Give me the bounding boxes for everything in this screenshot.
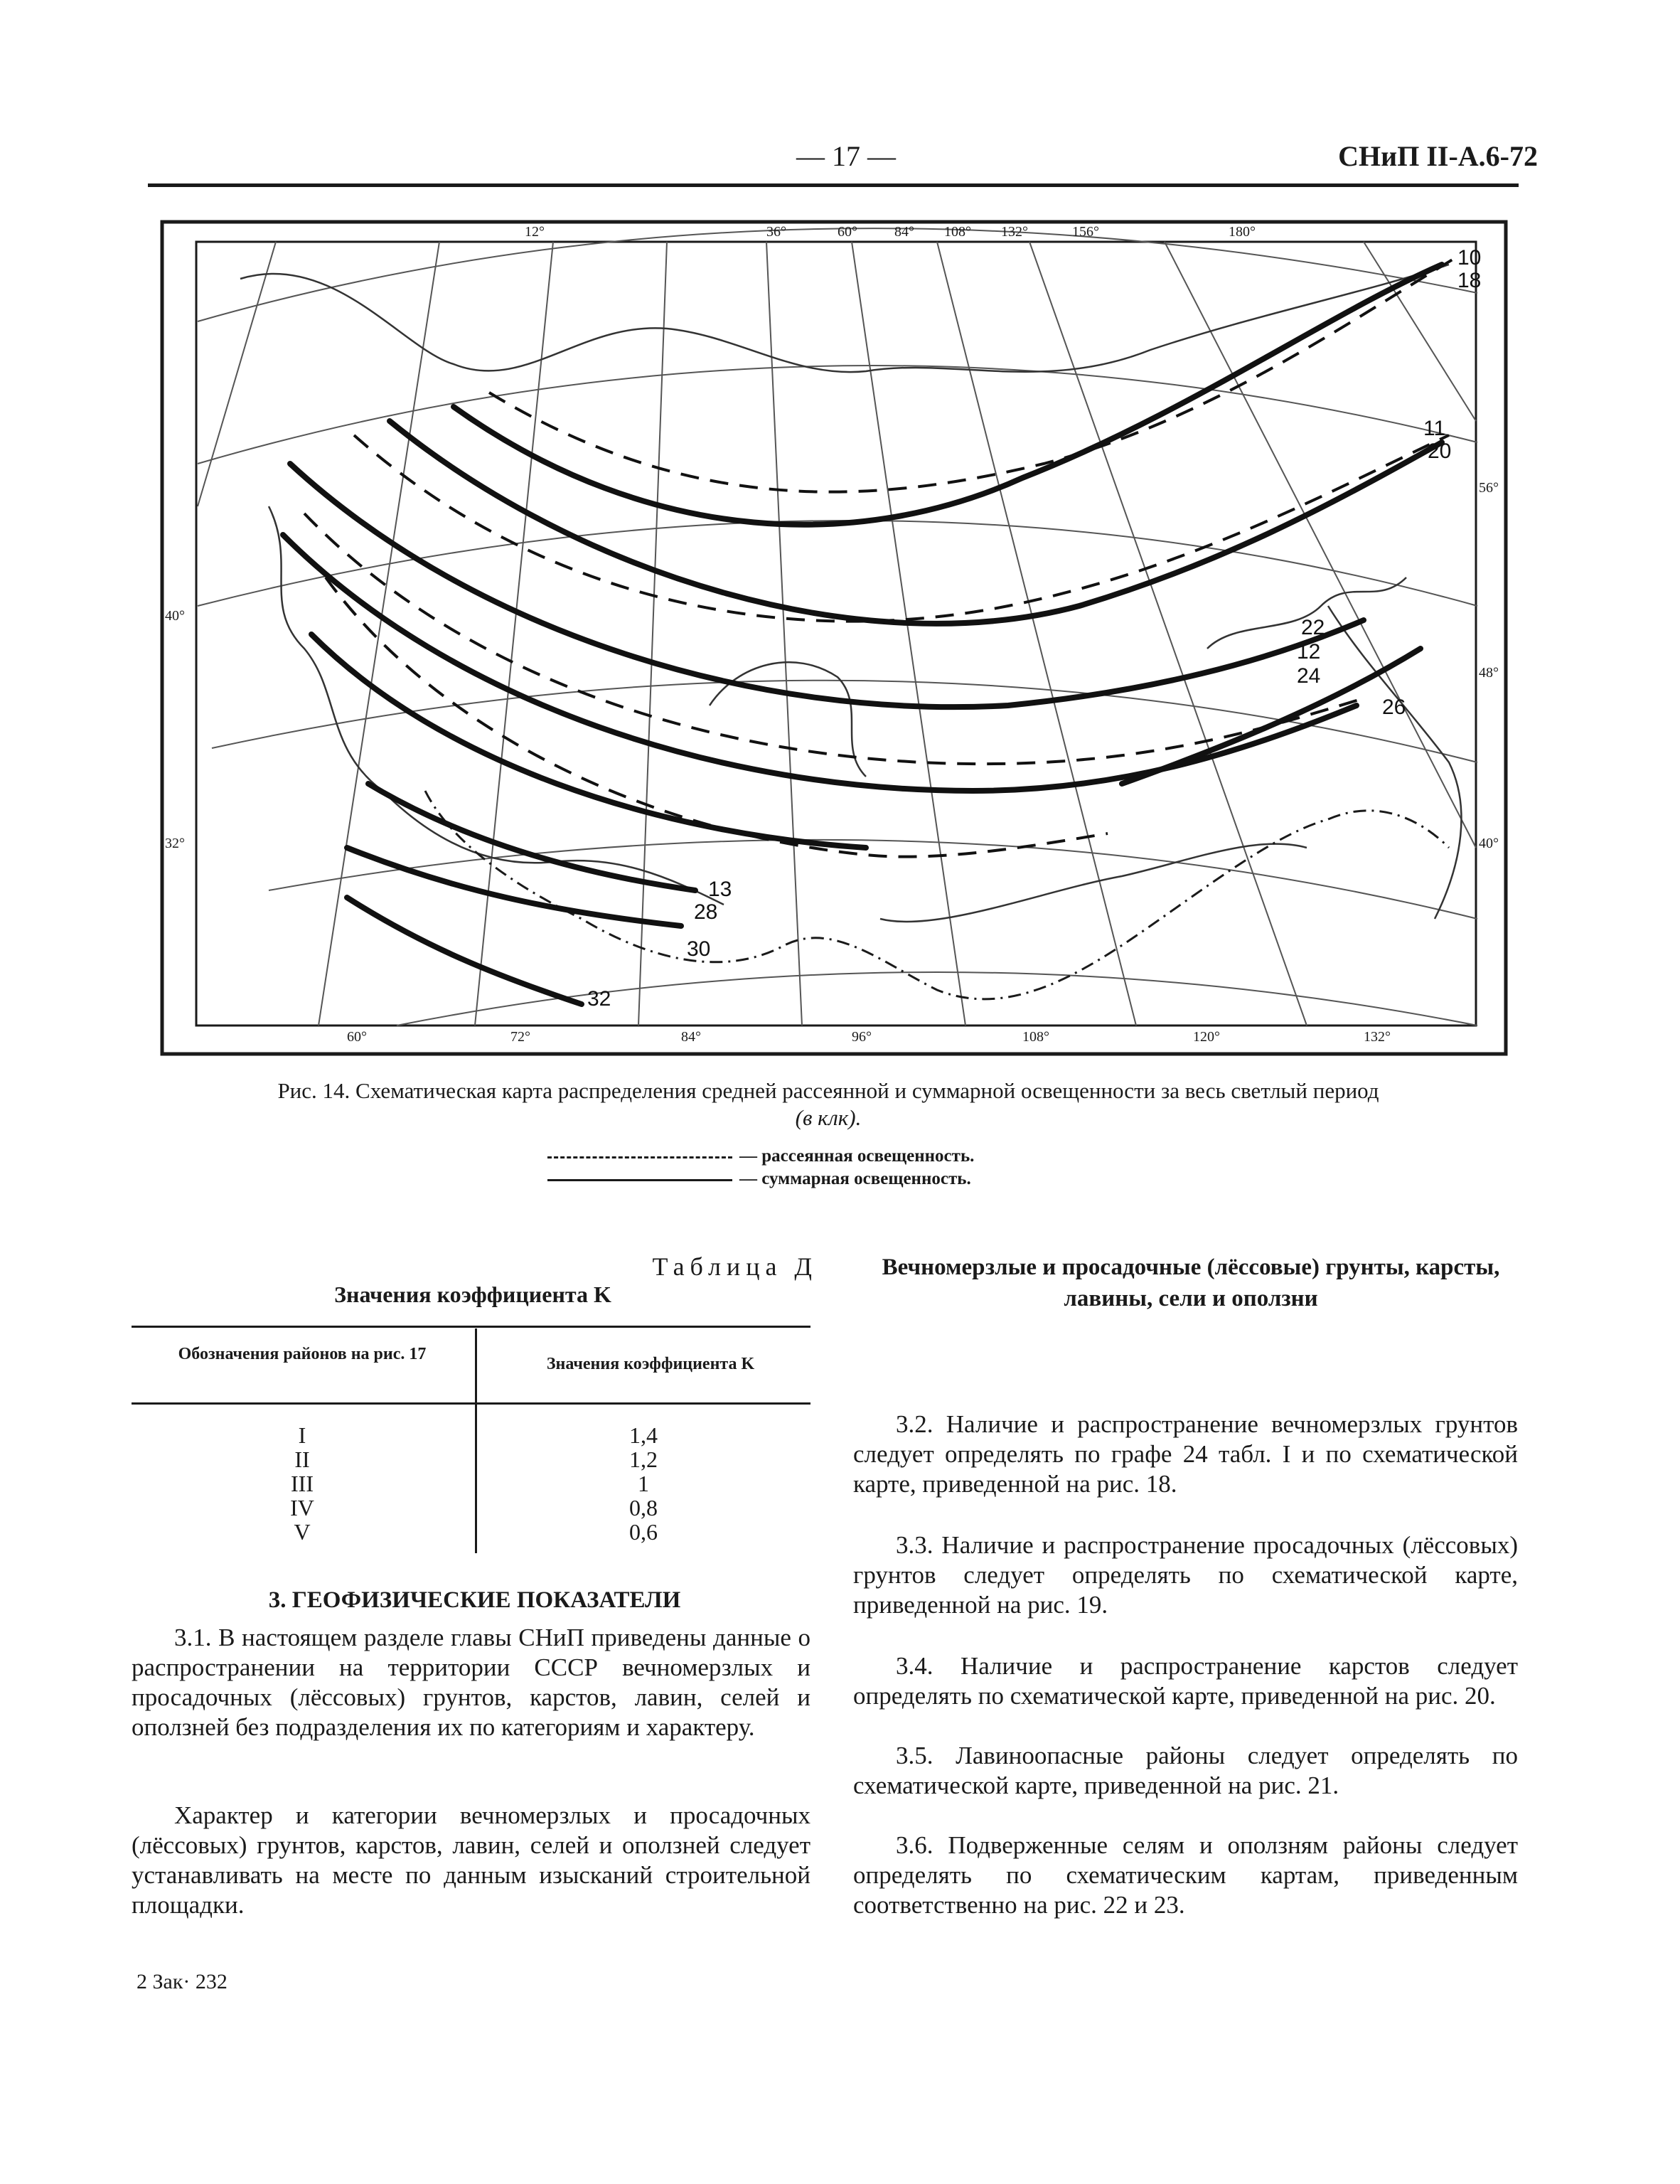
table-cell-region: V — [294, 1519, 311, 1545]
lat-label: 56° — [1479, 480, 1499, 496]
paragraph-character: Характер и категории вечномерзлых и просадочных (лёссовых) грунтов, карстов, лавин, селей и оползней следует устанавливать на месте по данным изысканий строительной площадки. — [132, 1801, 810, 1919]
isolines-total — [283, 265, 1442, 1004]
table-cell-value: 0,6 — [629, 1519, 658, 1545]
lon-label: 84° — [681, 1029, 701, 1045]
figure-caption-text: Рис. 14. Схематическая карта распределения средней рассеянной и суммарной освещенности за весь светлый период — [277, 1078, 1379, 1103]
legend-diffuse — [547, 1146, 1116, 1169]
table-header-value: Значения коэффициента K — [546, 1355, 755, 1373]
paragraph-3-3: 3.3. Наличие и распространение просадочных (лёссовых) грунтов следует определять по схематической карте, приведенной на рис. 19. — [853, 1531, 1518, 1619]
table-cell-region: I — [298, 1422, 306, 1448]
isoline-label: 30 — [687, 937, 711, 961]
lon-label: 60° — [347, 1029, 367, 1045]
paragraph-3-4: 3.4. Наличие и распространение карстов следует определять по схематической карте, приведенной на рис. 20. — [853, 1652, 1518, 1710]
figure-caption-unit: (в клк). — [795, 1105, 862, 1130]
paragraph-3-1: 3.1. В настоящем разделе главы СНиП приведены данные о распространении на территории СССР вечномерзлых и просадочных (лёссовых) грунтов, карстов, лавин, селей и оползней без подразделения их по категориям и характеру. — [132, 1624, 810, 1741]
lon-label: 72° — [510, 1029, 530, 1045]
table-row — [132, 1495, 810, 1521]
isoline-label: 13 — [708, 878, 732, 901]
table-top-rule — [132, 1326, 810, 1328]
legend-diffuse-text: — рассеянная освещенность. — [739, 1146, 975, 1166]
lon-label: 108° — [1022, 1029, 1049, 1045]
print-order-code: 2 Зак· 232 — [137, 1970, 228, 1993]
section-heading: 3. ГЕОФИЗИЧЕСКИЕ ПОКАЗАТЕЛИ — [268, 1587, 681, 1613]
subsection-heading: Вечномерзлые и просадочные (лёссовые) грунты, карсты, лавины, сели и оползни — [882, 1255, 1500, 1311]
lat-label: 40° — [1479, 836, 1499, 851]
isoline-label: 26 — [1382, 696, 1406, 719]
paragraph-3-2: 3.2. Наличие и распространение вечномерзлых грунтов следует определять по графе 24 табл. I и по схематической карте, приведенной на рис. 18. — [853, 1410, 1518, 1498]
isoline-label: 12 — [1297, 640, 1321, 664]
table-title: Значения коэффициента K — [334, 1282, 611, 1307]
figure-caption — [142, 1077, 1514, 1131]
lat-label: 40° — [165, 608, 185, 624]
lon-label: 96° — [852, 1029, 872, 1045]
lat-label: 48° — [1479, 665, 1499, 681]
lon-label: 132° — [1001, 224, 1028, 240]
table-row — [132, 1471, 810, 1497]
table-row — [132, 1519, 810, 1545]
paragraph-3-5: 3.5. Лавиноопасные районы следует определять по схематической карте, приведенной на рис. 21. — [853, 1742, 1518, 1799]
bottom-lon-labels — [347, 1029, 1391, 1045]
lon-label: 108° — [944, 224, 971, 240]
legend-dashed-line — [547, 1156, 732, 1158]
isoline-label: 32 — [587, 987, 611, 1011]
page-number: — 17 — — [796, 140, 896, 172]
isoline-label: 10 — [1457, 246, 1482, 270]
lon-label: 132° — [1364, 1029, 1391, 1045]
isoline-label: 20 — [1428, 440, 1452, 463]
legend-total — [547, 1169, 1116, 1192]
lat-label: 32° — [165, 836, 185, 851]
table-header-rule — [132, 1402, 810, 1405]
lon-label: 120° — [1193, 1029, 1220, 1045]
map-inner-frame — [196, 242, 1476, 1026]
table-header-region: Обозначения районов на рис. 17 — [178, 1345, 427, 1363]
paragraph-3-6: 3.6. Подверженные селям и оползням районы следует определять по схематическим картам, приведенным соответственно на рис. 22 и 23. — [853, 1831, 1518, 1919]
legend-solid-line — [547, 1179, 732, 1181]
table-cell-region: III — [291, 1471, 314, 1496]
state-border — [425, 791, 1449, 999]
document-code: СНиП II-А.6-72 — [1338, 140, 1538, 172]
coastlines — [240, 265, 1461, 922]
table-cell-value: 1,2 — [629, 1447, 658, 1472]
table-cell-value: 0,8 — [629, 1495, 658, 1520]
graticule-meridians — [198, 242, 1476, 1026]
lon-label: 12° — [525, 224, 545, 240]
table-cell-value: 1,4 — [629, 1422, 658, 1448]
isoline-label: 18 — [1457, 269, 1482, 292]
table-caption: Таблица Д — [652, 1252, 818, 1281]
illumination-map — [155, 208, 1513, 1060]
isoline-label: 24 — [1297, 664, 1321, 688]
lon-label: 60° — [838, 224, 857, 240]
lon-label: 156° — [1072, 224, 1099, 240]
isoline-label: 11 — [1423, 417, 1446, 440]
table-cell-value: 1 — [638, 1471, 649, 1496]
top-lon-labels — [525, 224, 1256, 240]
table-cell-region: II — [294, 1447, 310, 1472]
table-cell-region: IV — [290, 1495, 314, 1520]
isoline-label: 22 — [1301, 616, 1325, 639]
table-row — [132, 1422, 810, 1449]
table-row — [132, 1447, 810, 1473]
lon-label: 84° — [894, 224, 914, 240]
legend-total-text: — суммарная освещенность. — [739, 1169, 971, 1188]
isoline-label: 28 — [694, 900, 718, 924]
lon-label: 36° — [766, 224, 786, 240]
lon-label: 180° — [1229, 224, 1256, 240]
header-rule — [148, 183, 1519, 187]
